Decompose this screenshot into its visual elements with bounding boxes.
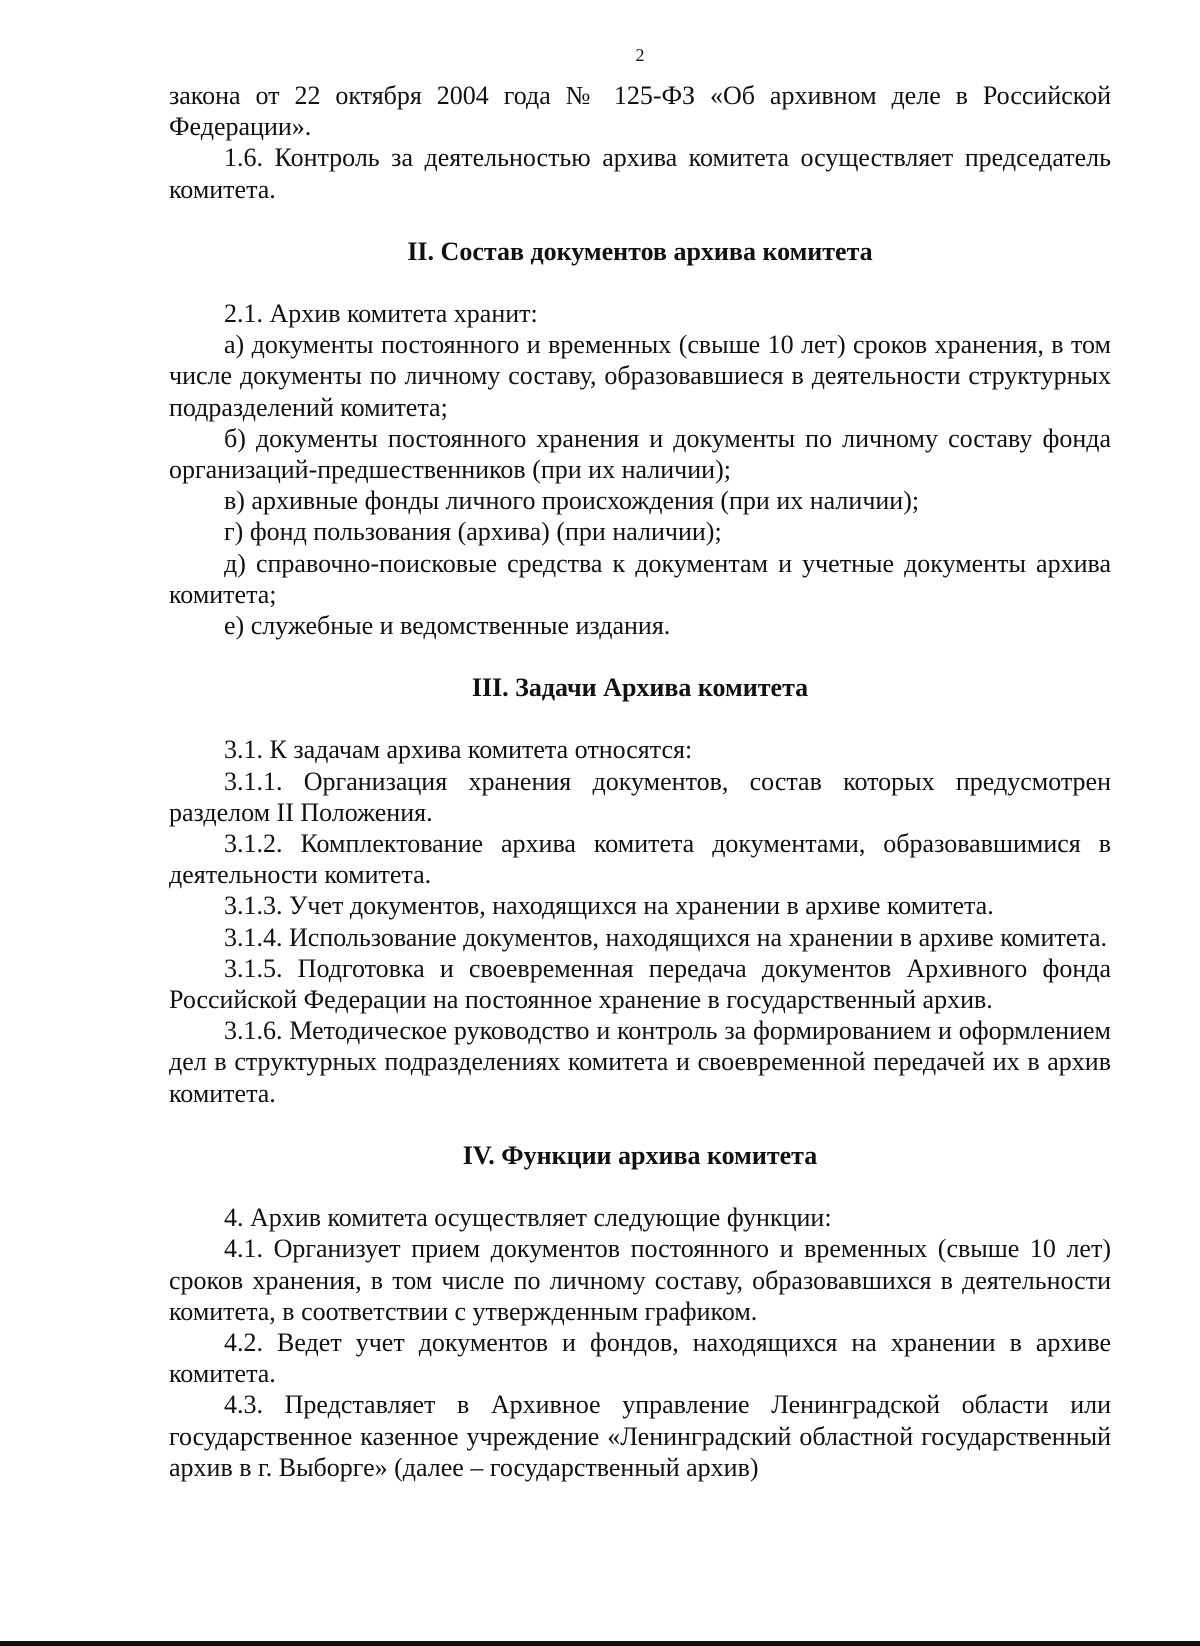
paragraph-3-1-4: 3.1.4. Использование документов, находящихся на хранении в архиве комитета.: [224, 922, 1108, 952]
paragraph-4: 4. Архив комитета осуществляет следующие функции:: [224, 1203, 832, 1233]
paragraph-4-2: 4.2. Ведет учет документов и фондов, находящихся на хранении в архиве комитета.: [169, 1327, 1111, 1389]
paragraph-1-6: 1.6. Контроль за деятельностью архива комитета осуществляет председатель комитета.: [169, 143, 1111, 204]
section-heading-2: II. Состав документов архива комитета: [407, 236, 873, 266]
paragraph-2-1: 2.1. Архив комитета хранит:: [224, 299, 538, 329]
paragraph-3-1-3: 3.1.3. Учет документов, находящихся на хранении в архиве комитета.: [224, 891, 994, 921]
section-heading-4: IV. Функции архива комитета: [462, 1140, 818, 1170]
paragraph-2-1-v: в) архивные фонды личного происхождения (при их наличии);: [224, 486, 920, 516]
paragraph-4-3: 4.3. Представляет в Архивное управление Ленинградской области или государственное казенное учреждение «Ленинградский областной государственный архив в г. Выборге» (далее – государственный архив): [169, 1390, 1111, 1482]
paragraph-2-1-e: е) служебные и ведомственные издания.: [224, 611, 671, 641]
paragraph-4-1: 4.1. Организует прием документов постоянного и временных (свыше 10 лет) сроков хранения, в том числе по личному составу, образовавшихся в деятельности комитета, в соответствии с утвержденным графиком.: [169, 1234, 1111, 1326]
document-body: [169, 80, 1111, 1483]
paragraph-2-1-g: г) фонд пользования (архива) (при наличии);: [224, 517, 722, 547]
section-heading-3: III. Задачи Архива комитета: [471, 673, 809, 703]
paragraph-2-1-a: а) документы постоянного и временных (свыше 10 лет) сроков хранения, в том числе документы по личному составу, образовавшиеся в деятельности структурных подразделений комитета;: [169, 330, 1111, 422]
paragraph-3-1: 3.1. К задачам архива комитета относятся:: [224, 735, 693, 765]
bottom-scan-edge: [0, 1641, 1200, 1646]
paragraph-2-1-d: д) справочно-поисковые средства к документам и учетные документы архива комитета;: [169, 548, 1111, 609]
paragraph-3-1-6: 3.1.6. Методическое руководство и контроль за формированием и оформлением дел в структурных подразделениях комитета и своевременной передачей их в архив комитета.: [169, 1016, 1111, 1108]
paragraph-3-1-2: 3.1.2. Комплектование архива комитета документами, образовавшимися в деятельности комитета.: [169, 829, 1111, 890]
page-number: 2: [635, 45, 645, 65]
paragraph-2-1-b: б) документы постоянного хранения и документы по личному составу фонда организаций-предшественников (при их наличии);: [169, 423, 1111, 485]
paragraph-law-reference: закона от 22 октября 2004 года № 125-ФЗ «Об архивном деле в Российской Федерации».: [169, 81, 1111, 142]
paragraph-3-1-5: 3.1.5. Подготовка и своевременная передача документов Архивного фонда Российской Федерации на постоянное хранение в государственный архив.: [169, 953, 1111, 1015]
paragraph-3-1-1: 3.1.1. Организация хранения документов, состав которых предусмотрен разделом II Положения.: [169, 766, 1111, 827]
